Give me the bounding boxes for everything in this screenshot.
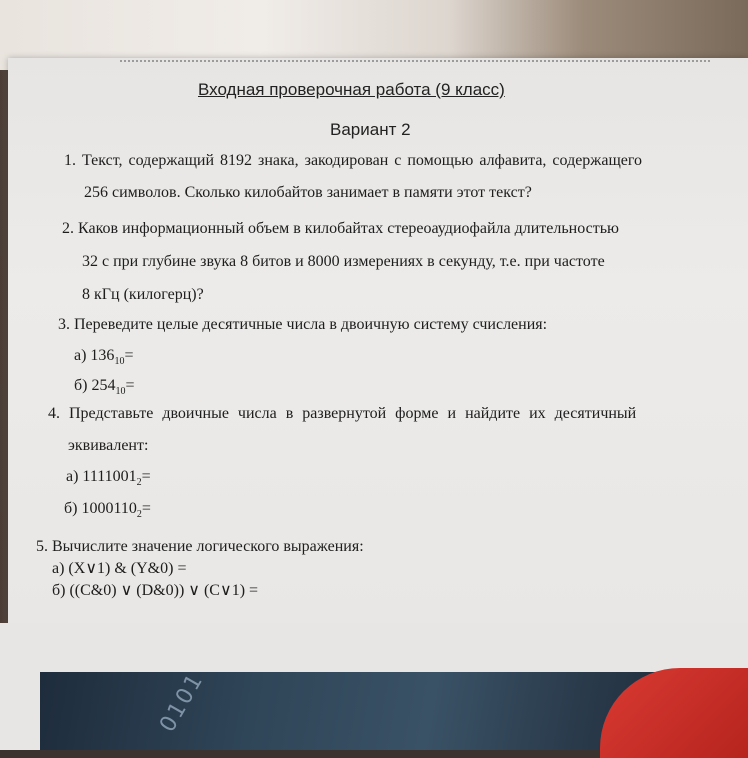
question-1-text: Текст, содержащий 8192 знака, закодирован с помощью алфавита, содержащего <box>82 152 643 169</box>
item-a-base: 2 <box>136 477 142 489</box>
perforation-line <box>120 60 710 62</box>
question-4-line-2: эквивалент: <box>68 437 149 454</box>
question-2-line-1 <box>62 220 619 238</box>
question-2-number: 2. <box>62 220 74 237</box>
question-2-text: Каков информационный объем в килобайтах стереоаудиофайла длительностью <box>78 220 619 237</box>
question-5-number: 5. <box>36 538 48 555</box>
question-4-item-a <box>66 468 151 488</box>
item-a-value: а) 1111001 <box>66 468 137 485</box>
item-b-base: 10 <box>115 386 126 398</box>
question-1-number: 1. <box>64 152 76 169</box>
item-a-equals: = <box>141 468 151 485</box>
question-2-line-3: 8 кГц (килогерц)? <box>82 286 204 303</box>
question-1-line-1 <box>64 152 642 170</box>
item-a-equals: = <box>124 347 134 364</box>
question-2-line-2: 32 с при глубине звука 8 битов и 8000 измерениях в секунду, т.е. при частоте <box>82 253 605 270</box>
question-3-line-1 <box>58 316 547 334</box>
question-1-line-2: 256 символов. Сколько килобайтов занимает в памяти этот текст? <box>84 184 532 201</box>
question-5-line-1 <box>36 538 364 556</box>
item-b-base: 2 <box>136 509 142 521</box>
question-4-item-b <box>64 500 151 520</box>
question-5-item-a: а) (X∨1) & (Y&0) = <box>52 560 187 577</box>
question-4-line-1 <box>48 405 636 423</box>
question-3-item-a <box>74 347 133 367</box>
question-5-item-b: б) ((C&0) ∨ (D&0)) ∨ (C∨1) = <box>52 582 259 599</box>
worksheet-title: Входная проверочная работа (9 класс) <box>198 80 505 99</box>
variant-label: Вариант 2 <box>330 120 411 139</box>
question-3-number: 3. <box>58 316 70 333</box>
question-4-text: Представьте двоичные числа в развернутой форме и найдите их десятичный <box>69 405 637 422</box>
item-b-equals: = <box>141 500 151 517</box>
item-b-equals: = <box>125 377 135 394</box>
question-3-text: Переведите целые десятичные числа в двоичную систему счисления: <box>74 316 548 333</box>
item-a-value: а) 136 <box>74 347 115 364</box>
question-3-item-b <box>74 377 135 397</box>
item-a-base: 10 <box>114 356 125 368</box>
question-5-text: Вычислите значение логического выражения: <box>52 538 364 555</box>
item-b-value: б) 1000110 <box>64 500 137 517</box>
book-cover-text: 0101 <box>155 668 209 737</box>
item-b-value: б) 254 <box>74 377 116 394</box>
question-4-number: 4. <box>48 405 60 422</box>
